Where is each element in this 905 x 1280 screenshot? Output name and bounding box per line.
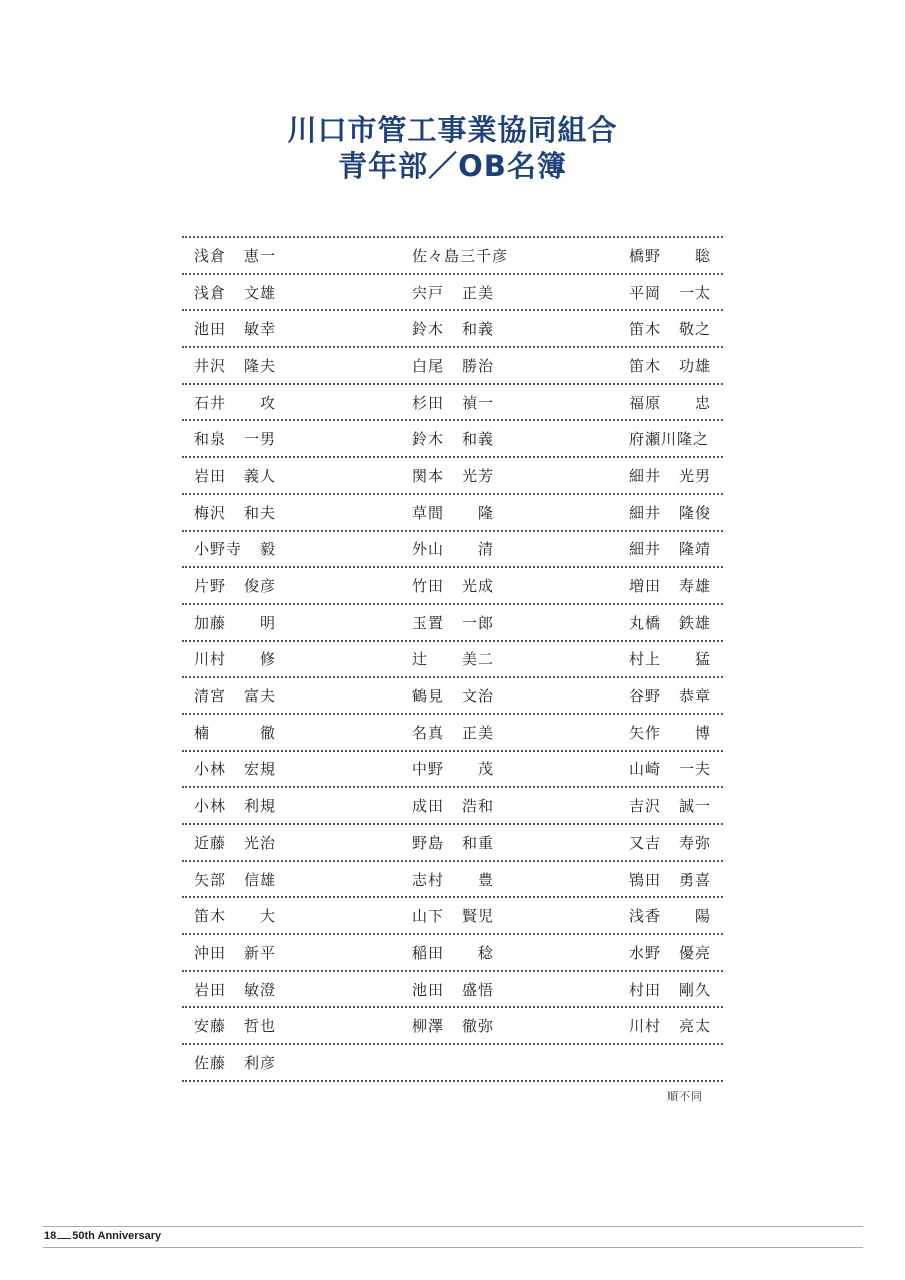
roster-row bbox=[182, 862, 723, 899]
member-surname: 中野 bbox=[412, 760, 445, 779]
member-given-name: 光男 bbox=[678, 466, 711, 485]
member-given-name: 信雄 bbox=[243, 870, 276, 889]
member-name bbox=[542, 428, 722, 449]
member-name bbox=[362, 245, 542, 266]
member-surname: 増田 bbox=[629, 577, 662, 596]
member-given-name: 大 bbox=[259, 907, 276, 926]
member-name bbox=[182, 355, 362, 376]
member-surname: 矢部 bbox=[194, 870, 227, 889]
member-given-name: 明 bbox=[259, 613, 276, 632]
member-name bbox=[362, 832, 542, 853]
roster-row bbox=[182, 458, 723, 495]
member-name bbox=[542, 832, 722, 853]
member-surname: 浅倉 bbox=[194, 283, 227, 302]
member-surname: 細井 bbox=[629, 540, 662, 559]
member-name bbox=[362, 905, 542, 926]
footer-label: 50th Anniversary bbox=[72, 1230, 162, 1242]
member-surname: 鈴木 bbox=[412, 430, 445, 449]
member-surname: 清宮 bbox=[194, 687, 227, 706]
member-surname: 村田 bbox=[629, 980, 662, 999]
member-name bbox=[182, 1052, 362, 1073]
member-name bbox=[542, 795, 722, 816]
member-name bbox=[182, 245, 362, 266]
member-name bbox=[182, 722, 362, 743]
member-name bbox=[362, 282, 542, 303]
footer-divider-bottom bbox=[43, 1247, 863, 1248]
member-name bbox=[362, 538, 542, 559]
member-surname: 佐々島三千彦 bbox=[412, 246, 509, 265]
member-given-name: 敏澄 bbox=[243, 980, 276, 999]
member-given-name: 一夫 bbox=[678, 760, 711, 779]
member-surname: 名真 bbox=[412, 723, 445, 742]
member-surname: 近藤 bbox=[194, 833, 227, 852]
member-given-name: 利規 bbox=[243, 797, 276, 816]
member-surname: 川村 bbox=[194, 650, 227, 669]
member-surname: 楠 bbox=[194, 723, 211, 742]
roster-row bbox=[182, 275, 723, 312]
member-given-name: 博 bbox=[694, 723, 711, 742]
member-name bbox=[362, 428, 542, 449]
member-roster bbox=[182, 236, 723, 1082]
title-line-1: 川口市管工事業協同組合 bbox=[287, 113, 618, 147]
member-given-name: 攻 bbox=[259, 393, 276, 412]
member-surname: 井沢 bbox=[194, 356, 227, 375]
roster-row bbox=[182, 788, 723, 825]
member-name bbox=[542, 979, 722, 1000]
member-name bbox=[362, 795, 542, 816]
member-name bbox=[182, 648, 362, 669]
roster-row bbox=[182, 972, 723, 1009]
member-name bbox=[542, 282, 722, 303]
member-given-name: 剛久 bbox=[678, 980, 711, 999]
member-given-name: 功雄 bbox=[678, 356, 711, 375]
member-surname: 成田 bbox=[412, 797, 445, 816]
member-given-name: 賢児 bbox=[461, 907, 494, 926]
member-name bbox=[542, 612, 722, 633]
member-given-name: 茂 bbox=[477, 760, 494, 779]
member-given-name: 隆 bbox=[477, 503, 494, 522]
roster-row bbox=[182, 605, 723, 642]
member-surname: 鶴見 bbox=[412, 687, 445, 706]
member-surname: 岩田 bbox=[194, 980, 227, 999]
member-given-name: 亮太 bbox=[678, 1017, 711, 1036]
member-given-name: 陽 bbox=[694, 907, 711, 926]
member-given-name: 寿弥 bbox=[678, 833, 711, 852]
member-given-name: 修 bbox=[259, 650, 276, 669]
roster-row bbox=[182, 642, 723, 679]
member-given-name: 正美 bbox=[461, 723, 494, 742]
roster-row bbox=[182, 238, 723, 275]
member-name bbox=[362, 942, 542, 963]
member-given-name: 浩和 bbox=[461, 797, 494, 816]
roster-row bbox=[182, 495, 723, 532]
member-surname: 細井 bbox=[629, 503, 662, 522]
member-given-name: 稔 bbox=[477, 943, 494, 962]
member-surname: 川村 bbox=[629, 1017, 662, 1036]
member-given-name: 哲也 bbox=[243, 1017, 276, 1036]
member-name bbox=[182, 685, 362, 706]
member-name bbox=[542, 869, 722, 890]
member-surname: 又吉 bbox=[629, 833, 662, 852]
order-note: 順不同 bbox=[667, 1090, 703, 1103]
member-name bbox=[542, 538, 722, 559]
member-name bbox=[182, 832, 362, 853]
member-name bbox=[542, 245, 722, 266]
member-surname: 浅香 bbox=[629, 907, 662, 926]
member-surname: 安藤 bbox=[194, 1017, 227, 1036]
member-surname: 谷野 bbox=[629, 687, 662, 706]
member-name bbox=[182, 869, 362, 890]
member-name bbox=[182, 538, 362, 559]
member-surname: 野島 bbox=[412, 833, 445, 852]
footer-separator bbox=[57, 1238, 71, 1239]
page-number: 18 bbox=[44, 1230, 57, 1242]
member-name bbox=[182, 502, 362, 523]
member-surname: 関本 bbox=[412, 466, 445, 485]
member-surname: 山下 bbox=[412, 907, 445, 926]
member-surname: 辻 bbox=[412, 650, 429, 669]
member-given-name: 寿雄 bbox=[678, 577, 711, 596]
member-given-name: 鉄雄 bbox=[678, 613, 711, 632]
member-name bbox=[542, 722, 722, 743]
member-name bbox=[182, 905, 362, 926]
member-surname: 矢作 bbox=[629, 723, 662, 742]
member-given-name: 勝治 bbox=[461, 356, 494, 375]
roster-row bbox=[182, 715, 723, 752]
roster-row bbox=[182, 1045, 723, 1082]
member-surname: 浅倉 bbox=[194, 246, 227, 265]
member-name bbox=[542, 685, 722, 706]
member-given-name: 一太 bbox=[678, 283, 711, 302]
member-surname: 沖田 bbox=[194, 943, 227, 962]
member-given-name: 優亮 bbox=[678, 943, 711, 962]
member-surname: 水野 bbox=[629, 943, 662, 962]
member-given-name: 俊彦 bbox=[243, 577, 276, 596]
page-footer bbox=[44, 1230, 161, 1242]
member-surname: 鴇田 bbox=[629, 870, 662, 889]
member-surname: 加藤 bbox=[194, 613, 227, 632]
member-surname: 福原 bbox=[629, 393, 662, 412]
member-name bbox=[182, 318, 362, 339]
member-given-name: 文雄 bbox=[243, 283, 276, 302]
member-name bbox=[362, 648, 542, 669]
member-name bbox=[362, 465, 542, 486]
member-given-name: 一郎 bbox=[461, 613, 494, 632]
member-surname: 府瀬川隆之 bbox=[629, 430, 710, 449]
member-surname: 柳澤 bbox=[412, 1017, 445, 1036]
roster-row bbox=[182, 532, 723, 569]
member-given-name: 盛悟 bbox=[461, 980, 494, 999]
member-name bbox=[362, 612, 542, 633]
member-surname: 佐藤 bbox=[194, 1053, 227, 1072]
roster-row bbox=[182, 752, 723, 789]
roster-row bbox=[182, 1008, 723, 1045]
member-name bbox=[542, 392, 722, 413]
member-name bbox=[362, 318, 542, 339]
member-name bbox=[362, 575, 542, 596]
member-given-name: 和夫 bbox=[243, 503, 276, 522]
member-name bbox=[182, 979, 362, 1000]
member-name bbox=[182, 428, 362, 449]
member-surname: 岩田 bbox=[194, 466, 227, 485]
member-name bbox=[182, 1015, 362, 1036]
member-given-name: 和重 bbox=[461, 833, 494, 852]
roster-row bbox=[182, 385, 723, 422]
member-name bbox=[182, 392, 362, 413]
member-given-name: 隆夫 bbox=[243, 356, 276, 375]
member-surname: 山崎 bbox=[629, 760, 662, 779]
member-name bbox=[362, 758, 542, 779]
member-given-name: 毅 bbox=[259, 540, 276, 559]
member-name bbox=[182, 465, 362, 486]
member-given-name: 和義 bbox=[461, 320, 494, 339]
member-given-name: 利彦 bbox=[243, 1053, 276, 1072]
member-given-name: 聡 bbox=[694, 246, 711, 265]
member-given-name: 新平 bbox=[243, 943, 276, 962]
member-given-name: 豊 bbox=[477, 870, 494, 889]
member-name bbox=[542, 575, 722, 596]
page-title bbox=[0, 112, 905, 184]
member-surname: 白尾 bbox=[412, 356, 445, 375]
member-surname: 笛木 bbox=[194, 907, 227, 926]
member-name bbox=[542, 502, 722, 523]
member-surname: 石井 bbox=[194, 393, 227, 412]
member-name bbox=[182, 282, 362, 303]
roster-row bbox=[182, 825, 723, 862]
roster-row bbox=[182, 898, 723, 935]
member-name bbox=[362, 979, 542, 1000]
member-given-name: 隆靖 bbox=[678, 540, 711, 559]
member-surname: 片野 bbox=[194, 577, 227, 596]
member-given-name: 禎一 bbox=[461, 393, 494, 412]
member-given-name: 恭章 bbox=[678, 687, 711, 706]
member-given-name: 徹弥 bbox=[461, 1017, 494, 1036]
member-name bbox=[542, 355, 722, 376]
member-surname: 平岡 bbox=[629, 283, 662, 302]
member-given-name: 光治 bbox=[243, 833, 276, 852]
footer-divider-top bbox=[43, 1226, 863, 1227]
member-surname: 竹田 bbox=[412, 577, 445, 596]
member-given-name: 誠一 bbox=[678, 797, 711, 816]
member-name bbox=[182, 758, 362, 779]
member-surname: 丸橋 bbox=[629, 613, 662, 632]
member-surname: 鈴木 bbox=[412, 320, 445, 339]
member-given-name: 光成 bbox=[461, 577, 494, 596]
member-surname: 外山 bbox=[412, 540, 445, 559]
member-given-name: 文治 bbox=[461, 687, 494, 706]
member-surname: 稲田 bbox=[412, 943, 445, 962]
member-name bbox=[182, 942, 362, 963]
member-surname: 細井 bbox=[629, 466, 662, 485]
member-surname: 玉置 bbox=[412, 613, 445, 632]
member-name bbox=[542, 758, 722, 779]
member-surname: 橋野 bbox=[629, 246, 662, 265]
member-given-name: 一男 bbox=[243, 430, 276, 449]
member-surname: 吉沢 bbox=[629, 797, 662, 816]
member-given-name: 美二 bbox=[461, 650, 494, 669]
member-name bbox=[362, 392, 542, 413]
member-given-name: 徹 bbox=[259, 723, 276, 742]
member-surname: 志村 bbox=[412, 870, 445, 889]
member-surname: 小林 bbox=[194, 797, 227, 816]
member-name bbox=[362, 722, 542, 743]
member-name bbox=[182, 795, 362, 816]
member-name bbox=[362, 1015, 542, 1036]
member-surname: 笛木 bbox=[629, 320, 662, 339]
member-name bbox=[542, 318, 722, 339]
member-name bbox=[362, 685, 542, 706]
member-name bbox=[542, 905, 722, 926]
member-given-name: 猛 bbox=[694, 650, 711, 669]
member-surname: 村上 bbox=[629, 650, 662, 669]
roster-row bbox=[182, 348, 723, 385]
roster-row bbox=[182, 421, 723, 458]
member-name bbox=[362, 355, 542, 376]
member-name bbox=[182, 612, 362, 633]
member-given-name: 清 bbox=[477, 540, 494, 559]
member-surname: 宍戸 bbox=[412, 283, 445, 302]
member-given-name: 正美 bbox=[461, 283, 494, 302]
member-name bbox=[182, 575, 362, 596]
member-name bbox=[542, 465, 722, 486]
member-name bbox=[362, 502, 542, 523]
member-surname: 小林 bbox=[194, 760, 227, 779]
member-name bbox=[362, 869, 542, 890]
member-surname: 草間 bbox=[412, 503, 445, 522]
member-given-name: 義人 bbox=[243, 466, 276, 485]
member-given-name: 敬之 bbox=[678, 320, 711, 339]
member-given-name: 隆俊 bbox=[678, 503, 711, 522]
member-surname: 笛木 bbox=[629, 356, 662, 375]
member-given-name: 和義 bbox=[461, 430, 494, 449]
member-given-name: 勇喜 bbox=[678, 870, 711, 889]
roster-row bbox=[182, 568, 723, 605]
member-given-name: 忠 bbox=[694, 393, 711, 412]
roster-row bbox=[182, 935, 723, 972]
roster-row bbox=[182, 311, 723, 348]
member-surname: 小野寺 bbox=[194, 540, 243, 559]
member-surname: 梅沢 bbox=[194, 503, 227, 522]
member-given-name: 富夫 bbox=[243, 687, 276, 706]
member-given-name: 敏幸 bbox=[243, 320, 276, 339]
member-given-name: 恵一 bbox=[243, 246, 276, 265]
member-given-name: 光芳 bbox=[461, 466, 494, 485]
roster-row bbox=[182, 678, 723, 715]
member-name bbox=[542, 1015, 722, 1036]
member-given-name: 宏規 bbox=[243, 760, 276, 779]
member-name bbox=[542, 648, 722, 669]
member-surname: 池田 bbox=[194, 320, 227, 339]
title-line-2: 青年部／OB名簿 bbox=[338, 149, 567, 183]
member-surname: 和泉 bbox=[194, 430, 227, 449]
member-surname: 杉田 bbox=[412, 393, 445, 412]
member-surname: 池田 bbox=[412, 980, 445, 999]
member-name bbox=[542, 942, 722, 963]
